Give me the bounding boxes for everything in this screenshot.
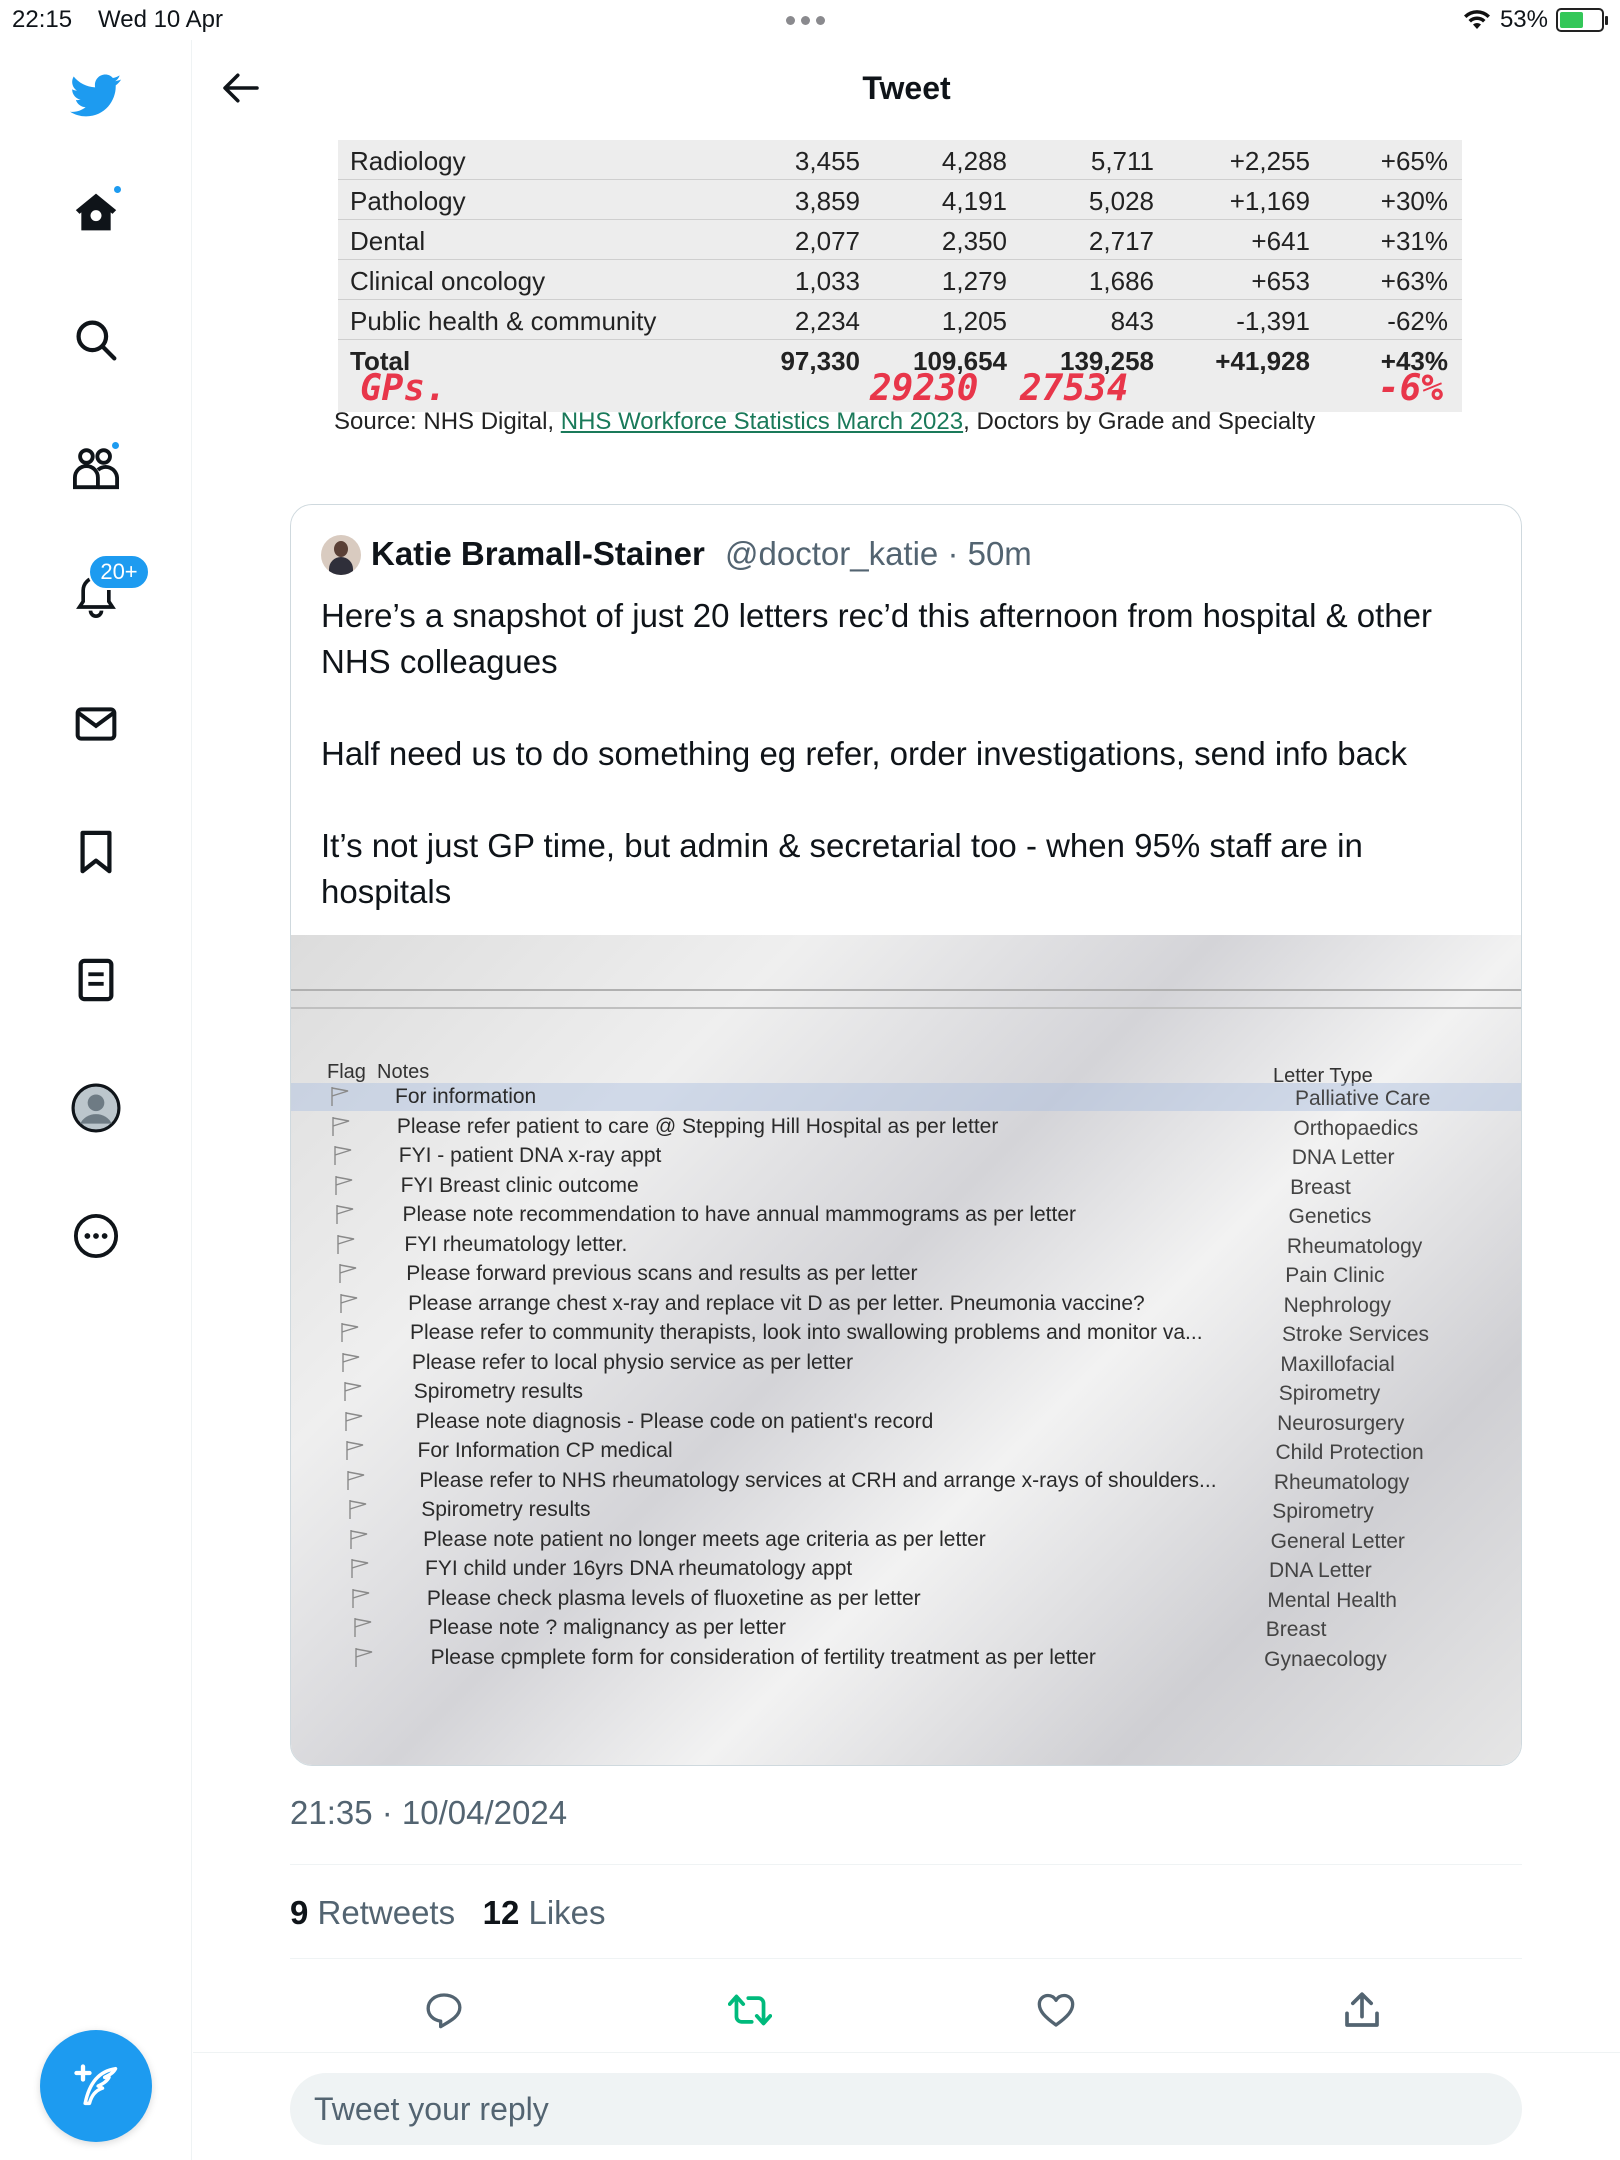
letter-note: Spirometry results (413, 1380, 583, 1403)
letter-type: Rheumatology (1273, 1470, 1410, 1494)
search-icon[interactable] (66, 310, 126, 370)
page-title: Tweet (862, 70, 951, 106)
letter-row (291, 1644, 1522, 1673)
letter-row (291, 1113, 1522, 1142)
letter-note: Please note diagnosis - Please code on patient's record (415, 1409, 934, 1433)
messages-icon[interactable] (66, 694, 126, 754)
letter-type: Gynaecology (1264, 1647, 1387, 1671)
letter-note: Please check plasma levels of fluoxetine as per letter (426, 1586, 921, 1610)
letter-row (291, 1614, 1522, 1643)
reply-bar (193, 2052, 1620, 2160)
quoted-tweet-text: Here’s a snapshot of just 20 letters rec’d this afternoon from hospital & other NHS colleagues Half need us to do something eg refer, order investigations, send info back It’s not just GP time, but admin & secretarial too - when 95% staff are in hospitals (321, 597, 1432, 910)
wifi-icon (1462, 9, 1492, 31)
flag-icon[interactable] (330, 1115, 352, 1137)
flag-icon[interactable] (349, 1557, 371, 1579)
letter-note: Please refer to local physio service as per letter (411, 1350, 854, 1374)
letter-note: Please refer to community therapists, look into swallowing problems and monitor va... (410, 1321, 1203, 1344)
letter-type: DNA Letter (1291, 1146, 1395, 1169)
flag-icon[interactable] (348, 1528, 370, 1550)
letter-type: Child Protection (1275, 1441, 1424, 1464)
battery-icon (1556, 8, 1604, 32)
letter-type: Palliative Care (1295, 1087, 1431, 1110)
flag-icon[interactable] (340, 1351, 362, 1373)
quoted-author-name[interactable]: Katie Bramall-Stainer (371, 535, 705, 572)
more-options-icon[interactable] (66, 1206, 126, 1266)
letter-type: Spirometry (1272, 1500, 1374, 1523)
letter-type: Maxillofacial (1280, 1352, 1395, 1376)
flag-icon[interactable] (339, 1321, 361, 1343)
letter-row (291, 1142, 1522, 1171)
letter-row (291, 1172, 1522, 1201)
letter-type: Pain Clinic (1285, 1264, 1385, 1287)
handwritten-percent: -6% (1378, 368, 1444, 409)
communities-icon[interactable] (66, 438, 126, 498)
letter-row (291, 1467, 1522, 1496)
letters-screenshot-photo[interactable] (291, 935, 1522, 1766)
quoted-author-handle: @doctor_katie · 50m (725, 535, 1032, 572)
letter-row (291, 1585, 1522, 1614)
flag-icon[interactable] (334, 1203, 356, 1225)
tweet-header (193, 40, 1620, 140)
letter-row (291, 1201, 1522, 1230)
flag-icon[interactable] (338, 1292, 360, 1314)
handwritten-value-1: 29230 (870, 368, 979, 409)
letter-note: For Information CP medical (417, 1439, 673, 1462)
letter-note: Please refer to NHS rheumatology services at CRH and arrange x-rays of shoulders... (419, 1468, 1217, 1492)
like-heart-icon[interactable] (1026, 1980, 1086, 2040)
letter-row (291, 1526, 1522, 1555)
profile-avatar-icon[interactable] (66, 1078, 126, 1138)
divider (290, 1958, 1522, 1959)
battery-percent: 53% (1499, 6, 1548, 33)
table-row: Public health & community 2,234 1,205 843 -1,391 -62% (338, 300, 1462, 340)
notifications-badge: 20+ (88, 554, 150, 590)
flag-icon[interactable] (345, 1469, 367, 1491)
tweet-timestamp[interactable]: 21:35 · 10/04/2024 (290, 1794, 568, 1831)
flag-icon[interactable] (350, 1587, 372, 1609)
table-source: Source: NHS Digital, NHS Workforce Statistics March 2023, Doctors by Grade and Specialty (334, 408, 1316, 435)
flag-icon[interactable] (329, 1085, 351, 1107)
tweet-actions (290, 1980, 1522, 2040)
letter-note: FYI child under 16yrs DNA rheumatology appt (425, 1557, 853, 1580)
letter-type: Orthopaedics (1293, 1116, 1419, 1140)
multitasking-dots-icon[interactable] (786, 10, 836, 30)
letter-type: Breast (1290, 1175, 1351, 1199)
letter-type: Genetics (1288, 1205, 1372, 1228)
workforce-table (338, 140, 1462, 412)
letter-row (291, 1408, 1522, 1437)
letter-type: Neurosurgery (1277, 1411, 1405, 1435)
letter-note: Please cpmplete form for consideration of fertility treatment as per letter (430, 1645, 1096, 1669)
letter-row (291, 1437, 1522, 1466)
source-link[interactable]: NHS Workforce Statistics March 2023 (560, 408, 964, 435)
letter-note: Please note recommendation to have annual mammograms as per letter (402, 1203, 1077, 1226)
letter-note: Spirometry results (421, 1498, 591, 1521)
handwritten-gps-label: GPs. (360, 368, 447, 409)
letter-type: Mental Health (1267, 1588, 1397, 1612)
tweet-stats (290, 1894, 606, 1932)
home-icon[interactable] (66, 182, 126, 242)
twitter-logo-icon[interactable] (66, 66, 126, 126)
likes-count[interactable]: 12 (482, 1894, 520, 1931)
table-row: Clinical oncology 1,033 1,279 1,686 +653 +63% (338, 260, 1462, 300)
letter-row (291, 1083, 1522, 1112)
flag-icon[interactable] (332, 1144, 354, 1166)
flag-icon[interactable] (352, 1616, 374, 1638)
letter-note: FYI Breast clinic outcome (400, 1173, 639, 1197)
letter-type: General Letter (1270, 1529, 1405, 1553)
photo-table-header: Flag Notes Letter Type (327, 1061, 1373, 1087)
letter-row (291, 1378, 1522, 1407)
letter-note: Please refer patient to care @ Stepping Hill Hospital as per letter (396, 1114, 999, 1138)
flag-icon[interactable] (342, 1380, 364, 1402)
sidebar-nav (0, 40, 192, 2160)
letter-note: Please arrange chest x-ray and replace vit D as per letter. Pneumonia vaccine? (408, 1291, 1145, 1315)
letter-note: FYI - patient DNA x-ray appt (398, 1144, 662, 1167)
lists-icon[interactable] (66, 950, 126, 1010)
flag-icon[interactable] (333, 1174, 355, 1196)
status-date: Wed 10 Apr (98, 6, 223, 33)
letter-type: Rheumatology (1286, 1234, 1423, 1258)
letter-note: Please forward previous scans and results as per letter (406, 1262, 918, 1285)
letter-type: DNA Letter (1269, 1559, 1372, 1582)
reply-input[interactable] (290, 2073, 1522, 2145)
flag-icon[interactable] (347, 1498, 369, 1520)
letter-note: For information (395, 1085, 537, 1108)
letter-row (291, 1555, 1522, 1584)
flag-icon[interactable] (337, 1262, 359, 1284)
flag-icon[interactable] (343, 1410, 365, 1432)
letter-row (291, 1231, 1522, 1260)
reply-icon[interactable] (414, 1980, 474, 2040)
letter-type: Breast (1265, 1618, 1327, 1641)
letter-note: Please note ? malignancy as per letter (428, 1616, 786, 1639)
retweets-count[interactable]: 9 (290, 1894, 309, 1931)
compose-tweet-button[interactable] (40, 2030, 152, 2142)
table-row: Dental 2,077 2,350 2,717 +641 +31% (338, 220, 1462, 260)
avatar[interactable] (321, 535, 361, 575)
likes-label[interactable]: Likes (528, 1894, 606, 1931)
letter-row (291, 1496, 1522, 1525)
letter-row (291, 1319, 1522, 1348)
retweets-label[interactable]: Retweets (317, 1894, 456, 1931)
workforce-table-image[interactable] (290, 140, 1480, 460)
quoted-tweet-card[interactable] (290, 504, 1522, 1766)
flag-icon[interactable] (353, 1646, 375, 1668)
divider (290, 1864, 1522, 1865)
letter-row (291, 1349, 1522, 1378)
status-bar (0, 0, 1620, 40)
letter-type: Stroke Services (1282, 1323, 1430, 1346)
letter-note: Please note patient no longer meets age criteria as per letter (423, 1527, 986, 1551)
share-icon[interactable] (1332, 1980, 1392, 2040)
retweet-icon[interactable] (720, 1980, 780, 2040)
letter-note: FYI rheumatology letter. (404, 1232, 628, 1256)
table-row: Radiology 3,455 4,288 5,711 +2,255 +65% (338, 140, 1462, 180)
status-time: 22:15 (12, 6, 73, 33)
handwritten-value-2: 27534 (1020, 368, 1129, 409)
letter-row (291, 1290, 1522, 1319)
letter-row (291, 1260, 1522, 1289)
compose-feather-icon (70, 2060, 122, 2112)
flag-icon[interactable] (344, 1439, 366, 1461)
flag-icon[interactable] (335, 1233, 357, 1255)
letter-type: Nephrology (1283, 1293, 1392, 1317)
table-total-row: Total 97,330 109,654 139,258 +41,928 +43% (350, 346, 1448, 376)
table-row: Pathology 3,859 4,191 5,028 +1,169 +30% (338, 180, 1462, 220)
bookmarks-icon[interactable] (66, 822, 126, 882)
letter-type: Spirometry (1278, 1382, 1381, 1405)
